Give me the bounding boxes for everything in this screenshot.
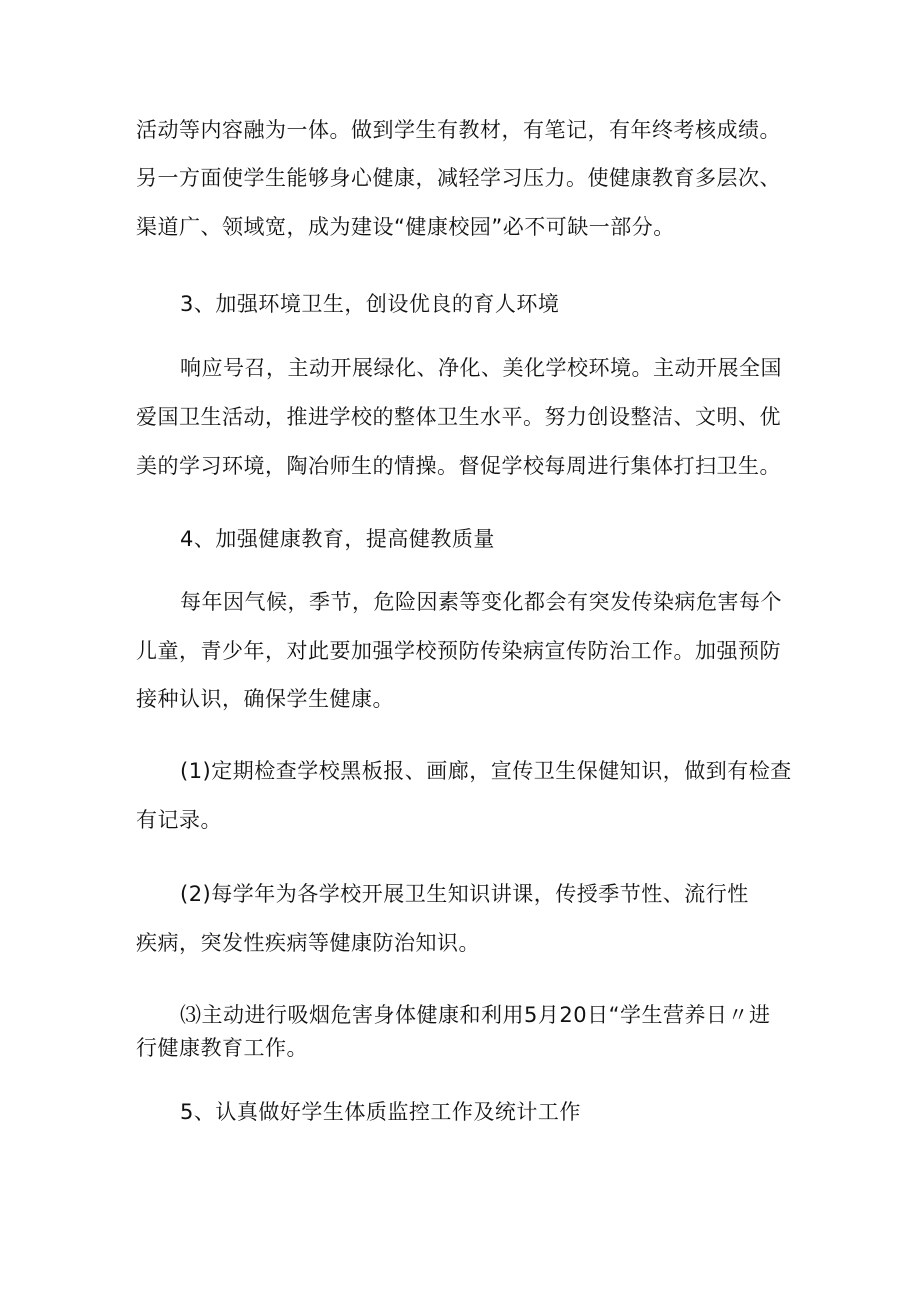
text-line: 每年因气候，季节，危险因素等变化都会有突发传染病危害每个 <box>180 590 782 614</box>
text-line: 行健康教育工作。 <box>136 1036 308 1060</box>
text-line: (2)每学年为各学校开展卫生知识讲课，传授季节性、流行性 <box>180 882 749 906</box>
text-line: 疾病，突发性疾病等健康防治知识。 <box>136 931 480 955</box>
text-line: 爱国卫生活动，推进学校的整体卫生水平。努力创设整洁、文明、优 <box>136 405 781 429</box>
text-line: 活动等内容融为一体。做到学生有教材，有笔记，有年终考核成绩。 <box>136 118 781 142</box>
section-heading-5: 5、认真做好学生体质监控工作及统计工作 <box>180 1100 581 1124</box>
section-heading-4: 4、加强健康教育，提高健教质量 <box>180 527 495 551</box>
text-line: 儿童，青少年，对此要加强学校预防传染病宣传防治工作。加强预防 <box>136 639 781 663</box>
section-heading-3: 3、加强环境卫生，创设优良的育人环境 <box>180 292 560 316</box>
text-line: 渠道广、领域宽，成为建设“健康校园”必不可缺一部分。 <box>136 215 675 239</box>
text-line: ⑶主动进行吸烟危害身体健康和利用5月20日“学生营养日〃进 <box>180 1003 771 1027</box>
text-line: 另一方面使学生能够身心健康，减轻学习压力。使健康教育多层次、 <box>136 166 781 190</box>
text-line: 接种认识，确保学生健康。 <box>136 687 394 711</box>
text-line: 美的学习环境，陶冶师生的情操。督促学校每周进行集体打扫卫生。 <box>136 454 781 478</box>
text-line: 响应号召，主动开展绿化、净化、美化学校环境。主动开展全国 <box>180 356 782 380</box>
text-line: 有记录。 <box>136 808 222 832</box>
text-line: (1)定期检查学校黑板报、画廊，宣传卫生保健知识，做到有检查 <box>180 759 792 783</box>
